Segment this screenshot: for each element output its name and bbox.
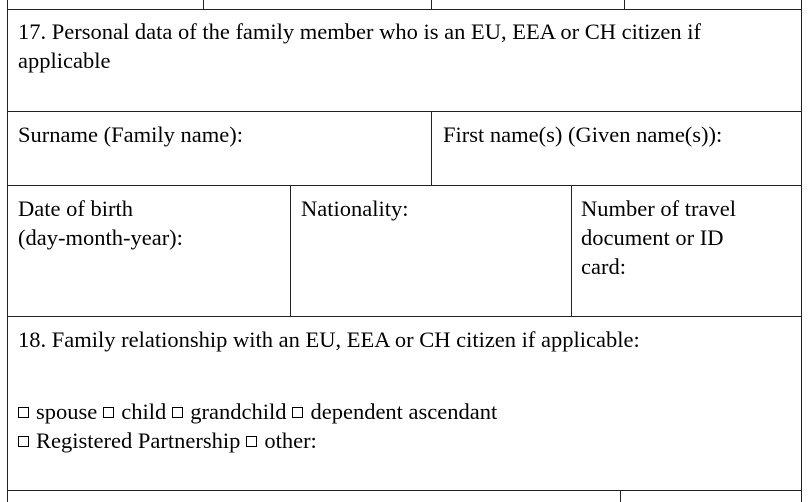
nationality-label: Nationality: (301, 196, 409, 221)
cell-divider (431, 111, 432, 186)
relationship-options-row1 (18, 397, 497, 426)
section-18-heading: 18. Family relationship with an EU, EEA or CH citizen if applicable: (18, 327, 640, 352)
child-label: child (121, 399, 167, 424)
grandchild-checkbox[interactable] (172, 407, 183, 418)
registered-partnership-label: Registered Partnership (36, 428, 241, 453)
travel-doc-label-line2: document or ID (581, 225, 724, 250)
dob-label-line2: (day-month-year): (18, 225, 183, 250)
cell-divider (203, 0, 204, 10)
section-17-heading-line1: 17. Personal data of the family member who is an EU, EEA or CH citizen if (18, 19, 701, 44)
other-label: other: (264, 428, 317, 453)
row-divider (7, 111, 802, 112)
registered-partnership-checkbox[interactable] (18, 436, 29, 447)
cell-divider (290, 185, 291, 317)
travel-doc-label-line3: card: (581, 254, 626, 279)
surname-label: Surname (Family name): (18, 122, 243, 147)
dob-label-line1: Date of birth (18, 196, 133, 221)
cell-divider (431, 0, 432, 10)
spouse-checkbox[interactable] (18, 407, 29, 418)
relationship-options-row2 (18, 426, 317, 455)
cell-divider (624, 0, 625, 10)
spouse-label: spouse (36, 399, 98, 424)
cell-divider (571, 185, 572, 317)
other-checkbox[interactable] (246, 436, 257, 447)
dependent-ascendant-checkbox[interactable] (292, 407, 303, 418)
travel-doc-label-line1: Number of travel (581, 196, 736, 221)
grandchild-label: grandchild (190, 399, 287, 424)
row-divider (7, 490, 802, 491)
cell-divider (620, 490, 621, 502)
section-17-heading-line2: applicable (18, 48, 111, 73)
row-divider (7, 185, 802, 186)
first-name-label: First name(s) (Given name(s)): (443, 122, 723, 147)
row-divider (7, 316, 802, 317)
row-divider (7, 9, 802, 10)
dependent-ascendant-label: dependent ascendant (310, 399, 498, 424)
child-checkbox[interactable] (103, 407, 114, 418)
right-border (801, 0, 802, 502)
left-border (7, 0, 8, 502)
